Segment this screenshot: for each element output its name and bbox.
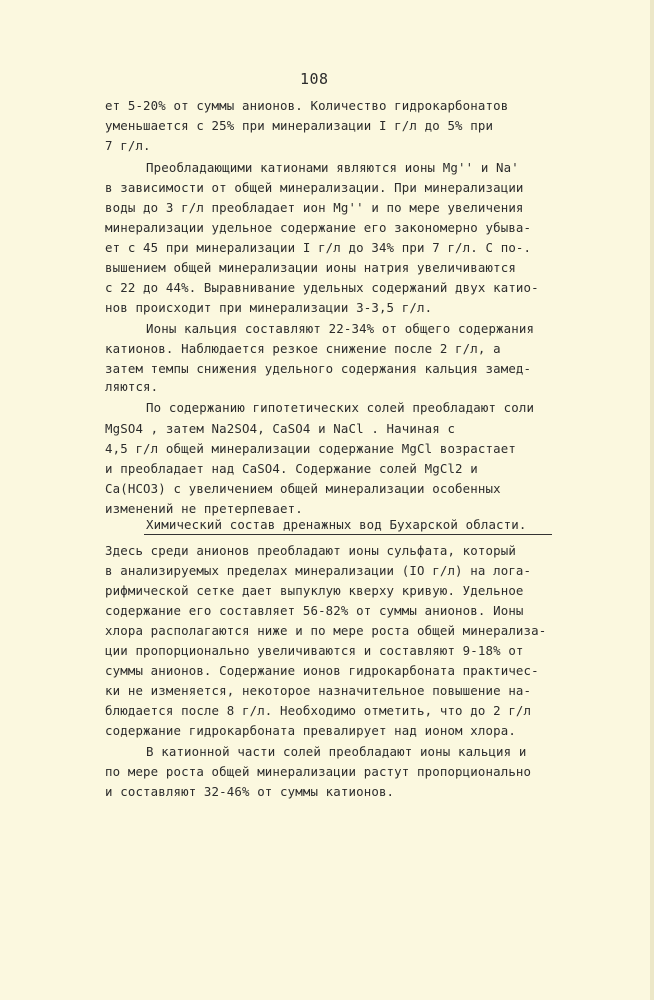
text-line: ет 5-20% от суммы анионов. Количество гидрокарбонатов bbox=[105, 98, 509, 113]
text-line: ции пропорционально увеличиваются и составляют 9-18% от bbox=[105, 643, 524, 658]
text-line: Ионы кальция составляют 22-34% от общего содержания bbox=[146, 321, 535, 336]
text-line: в анализируемых пределах минерализации (IO г/л) на лога- bbox=[105, 563, 532, 578]
text-line: и преобладает над CaSO4. Содержание солей MgCl2 и bbox=[105, 461, 478, 476]
heading-underline bbox=[144, 534, 552, 535]
text-line: хлора располагаются ниже и по мере роста общей минерализа- bbox=[105, 623, 547, 638]
text-line: MgSO4 , затем Na2SO4, CaSO4 и NaCl . Начиная с bbox=[105, 421, 456, 436]
text-line: вышением общей минерализации ионы натрия увеличиваются bbox=[105, 260, 516, 275]
text-line: Здесь среди анионов преобладают ионы сульфата, который bbox=[105, 543, 516, 558]
text-line: уменьшается с 25% при минерализации I г/л до 5% при bbox=[105, 118, 494, 133]
text-line: затем темпы снижения удельного содержания кальция замед- bbox=[105, 361, 532, 376]
text-line: В катионной части солей преобладают ионы кальция и bbox=[146, 744, 527, 759]
text-line: ляются. bbox=[105, 379, 159, 394]
text-line: По содержанию гипотетических солей преобладают соли bbox=[146, 400, 535, 415]
text-line: по мере роста общей минерализации растут пропорционально bbox=[105, 764, 532, 779]
text-line: содержание его составляет 56-82% от суммы анионов. Ионы bbox=[105, 603, 524, 618]
text-line: содержание гидрокарбоната превалирует над ионом хлора. bbox=[105, 723, 516, 738]
text-line: блюдается после 8 г/л. Необходимо отметить, что до 2 г/л bbox=[105, 703, 532, 718]
text-line: в зависимости от общей минерализации. При минерализации bbox=[105, 180, 524, 195]
section-heading: Химический состав дренажных вод Бухарской области. bbox=[146, 517, 527, 532]
text-line: катионов. Наблюдается резкое снижение после 2 г/л, а bbox=[105, 341, 501, 356]
text-line: минерализации удельное содержание его закономерно убыва- bbox=[105, 220, 532, 235]
text-line: ки не изменяется, некоторое назначительное повышение на- bbox=[105, 683, 532, 698]
text-line: с 22 до 44%. Выравнивание удельных содержаний двух катио- bbox=[105, 280, 539, 295]
page-number: 108 bbox=[300, 70, 329, 88]
text-line: нов происходит при минерализации 3-3,5 г/л. bbox=[105, 300, 433, 315]
text-line: Ca(HCO3) с увеличением общей минерализации особенных bbox=[105, 481, 501, 496]
text-line: рифмической сетке дает выпуклую кверху кривую. Удельное bbox=[105, 583, 524, 598]
text-line: ет с 45 при минерализации I г/л до 34% при 7 г/л. С по-. bbox=[105, 240, 532, 255]
text-line: 4,5 г/л общей минерализации содержание MgCl возрастает bbox=[105, 441, 516, 456]
text-line: изменений не претерпевает. bbox=[105, 501, 303, 516]
text-line: Преобладающими катионами являются ионы Mg'' и Na' bbox=[146, 160, 519, 175]
text-line: и составляют 32-46% от суммы катионов. bbox=[105, 784, 395, 799]
text-line: воды до 3 г/л преобладает ион Mg'' и по мере увеличения bbox=[105, 200, 524, 215]
text-line: 7 г/л. bbox=[105, 138, 151, 153]
text-line: суммы анионов. Содержание ионов гидрокарбоната практичес- bbox=[105, 663, 539, 678]
page-edge-shadow bbox=[650, 0, 654, 1000]
